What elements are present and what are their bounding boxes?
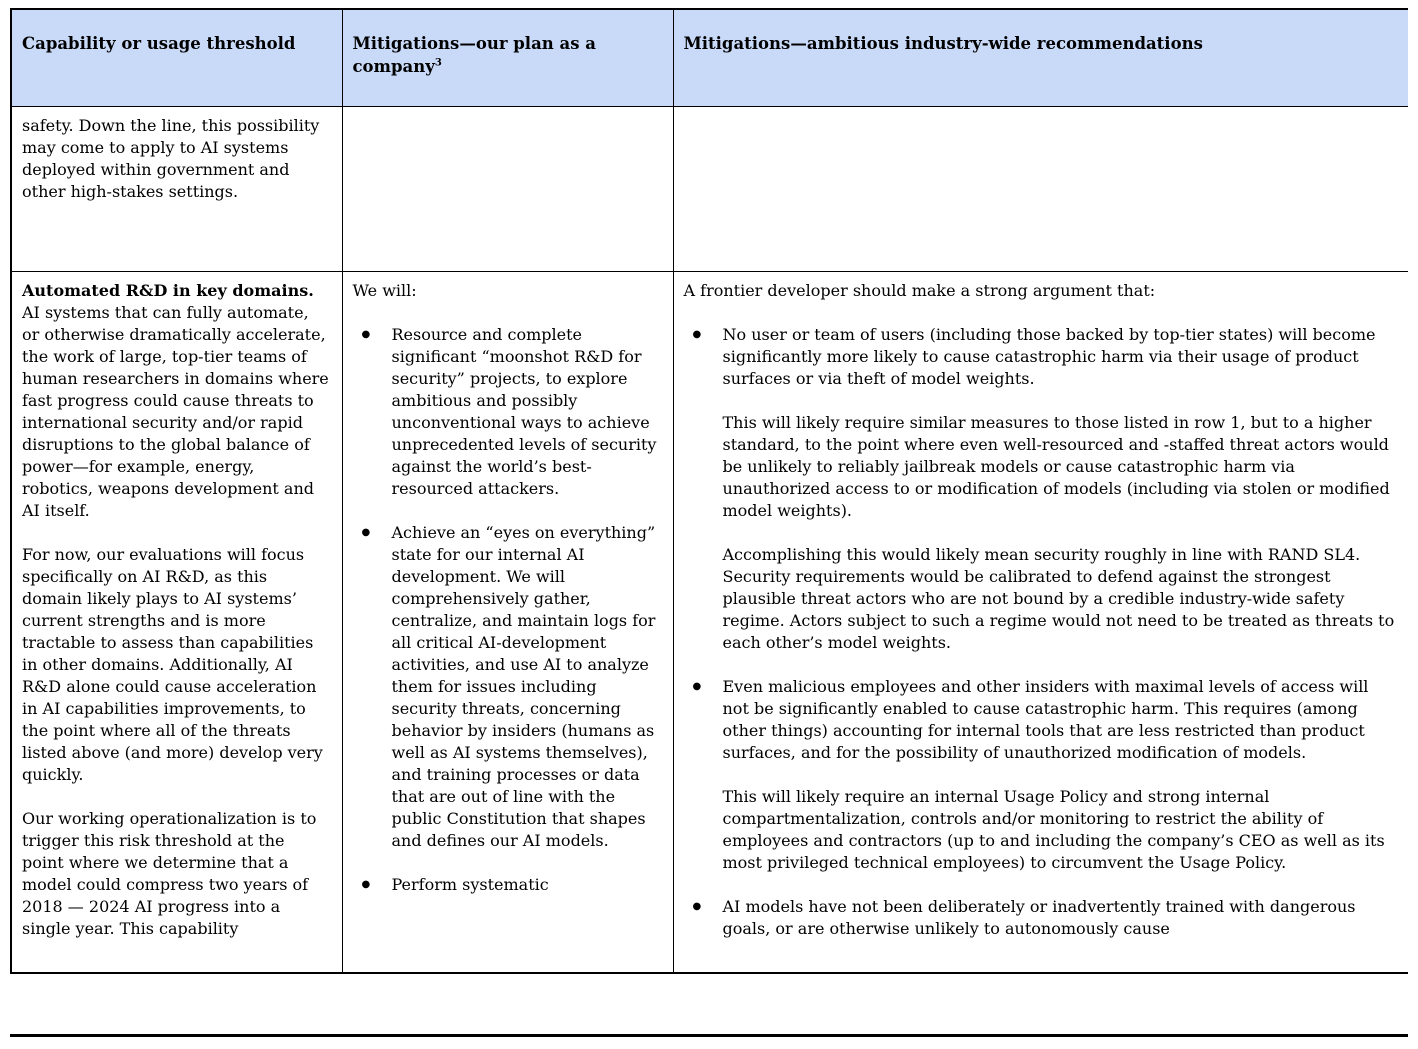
bullet-text: Perform systematic [391, 875, 549, 894]
bullet-icon: ● [361, 329, 371, 340]
bullet-item [353, 324, 661, 500]
paragraph: Automated R&D in key domains. AI systems that can fully automate, or otherwise dramatically accelerate, the work of large, top-tier teams of human researchers in domains where fast progress could cause threats to international security and/or rapid disruptions to the global balance of power—for example, energy, robotics, weapons development and AI itself. [22, 281, 329, 520]
bullet-text: AI models have not been deliberately or inadvertently trained with dangerous goals, or are otherwise unlikely to autonomously cause [722, 897, 1356, 938]
table-clip-region [10, 8, 1408, 1037]
bullet-icon: ● [692, 681, 702, 692]
header-label: Mitigations—ambitious industry-wide recommendations [683, 34, 1203, 53]
header-capability-threshold [11, 9, 342, 107]
bullet-icon: ● [361, 879, 371, 890]
cell-col3 [673, 272, 1408, 974]
footnote-marker: 3 [434, 57, 442, 69]
bullet-item [684, 896, 1397, 940]
continuation-paragraph: This will likely require similar measures to those listed in row 1, but to a higher standard, to the point where even well-resourced and -staffed threat actors would be unlikely to reliably jailbreak models or cause catastrophic harm via unauthorized access to or modification of models (including via stolen or modified model weights). [722, 413, 1390, 520]
header-label: Capability or usage threshold [22, 34, 296, 53]
bullet-item [353, 874, 661, 896]
bullet-text: No user or team of users (including those backed by top-tier states) will become significantly more likely to cause catastrophic harm via their usage of product surfaces or via theft of model weights. [722, 325, 1376, 388]
table-row [11, 107, 1408, 272]
table-body [11, 107, 1408, 974]
cell-col2 [342, 272, 673, 974]
bullet-text: Achieve an “eyes on everything” state for our internal AI development. We will comprehensively gather, centralize, and maintain logs for all critical AI-development activities, and use AI to analyze them for issues including security threats, concerning behavior by insiders (humans as well as AI systems themselves), and training processes or data that are out of line with the public Constitution that shapes and defines our AI models. [391, 523, 656, 850]
bullet-icon: ● [692, 901, 702, 912]
paragraph: A frontier developer should make a strong argument that: [683, 281, 1156, 300]
bullet-icon: ● [361, 527, 371, 538]
header-row [11, 9, 1408, 107]
cell-col1 [11, 272, 342, 974]
bullet-text: Resource and complete significant “moonshot R&D for security” projects, to explore ambitious and possibly unconventional ways to achieve unprecedented levels of security against the world’s best-resourced attackers. [391, 325, 657, 498]
bullet-item [684, 676, 1397, 764]
header-industry-recommendations [673, 9, 1408, 107]
paragraph-lead-bold: Automated R&D in key domains. [22, 281, 314, 300]
bullet-icon: ● [692, 329, 702, 340]
continuation-paragraph: This will likely require an internal Usage Policy and strong internal compartmentalization, controls and/or monitoring to restrict the ability of employees and contractors (up to and including the company’s CEO as well as its most privileged technical employees) to circumvent the Usage Policy. [722, 787, 1385, 872]
paragraph: Our working operationalization is to trigger this risk threshold at the point where we determine that a model could compress two years of 2018 — 2024 AI progress into a single year. This capability [22, 809, 317, 938]
bullet-item [353, 522, 661, 852]
cell-col3 [673, 107, 1408, 272]
cell-col2 [342, 107, 673, 272]
bullet-text: Even malicious employees and other insiders with maximal levels of access will not be significantly enabled to cause catastrophic harm. This requires (among other things) accounting for internal tools that are less restricted than product surfaces, and for the possibility of unauthorized modification of models. [722, 677, 1369, 762]
paragraph: For now, our evaluations will focus specifically on AI R&D, as this domain likely plays to AI systems’ current strengths and is more tractable to assess than capabilities in other domains. Additionally, AI R&D alone could cause acceleration in AI capabilities improvements, to the point where all of the threats listed above (and more) develop very quickly. [22, 545, 323, 784]
paragraph: We will: [352, 281, 417, 300]
cell-col1 [11, 107, 342, 272]
continuation-paragraph: Accomplishing this would likely mean security roughly in line with RAND SL4. Security requirements would be calibrated to defend against the strongest plausible threat actors who are not bound by a credible industry-wide safety regime. Actors subject to such a regime would not need to be treated as threats to each other’s model weights. [722, 545, 1395, 652]
paragraph: safety. Down the line, this possibility may come to apply to AI systems deployed within government and other high-stakes settings. [22, 116, 320, 201]
mitigations-table [10, 8, 1408, 974]
header-label: Mitigations—our plan as a company [352, 34, 596, 76]
bullet-item [684, 324, 1397, 390]
header-company-plan [342, 9, 673, 107]
table-row [11, 272, 1408, 974]
